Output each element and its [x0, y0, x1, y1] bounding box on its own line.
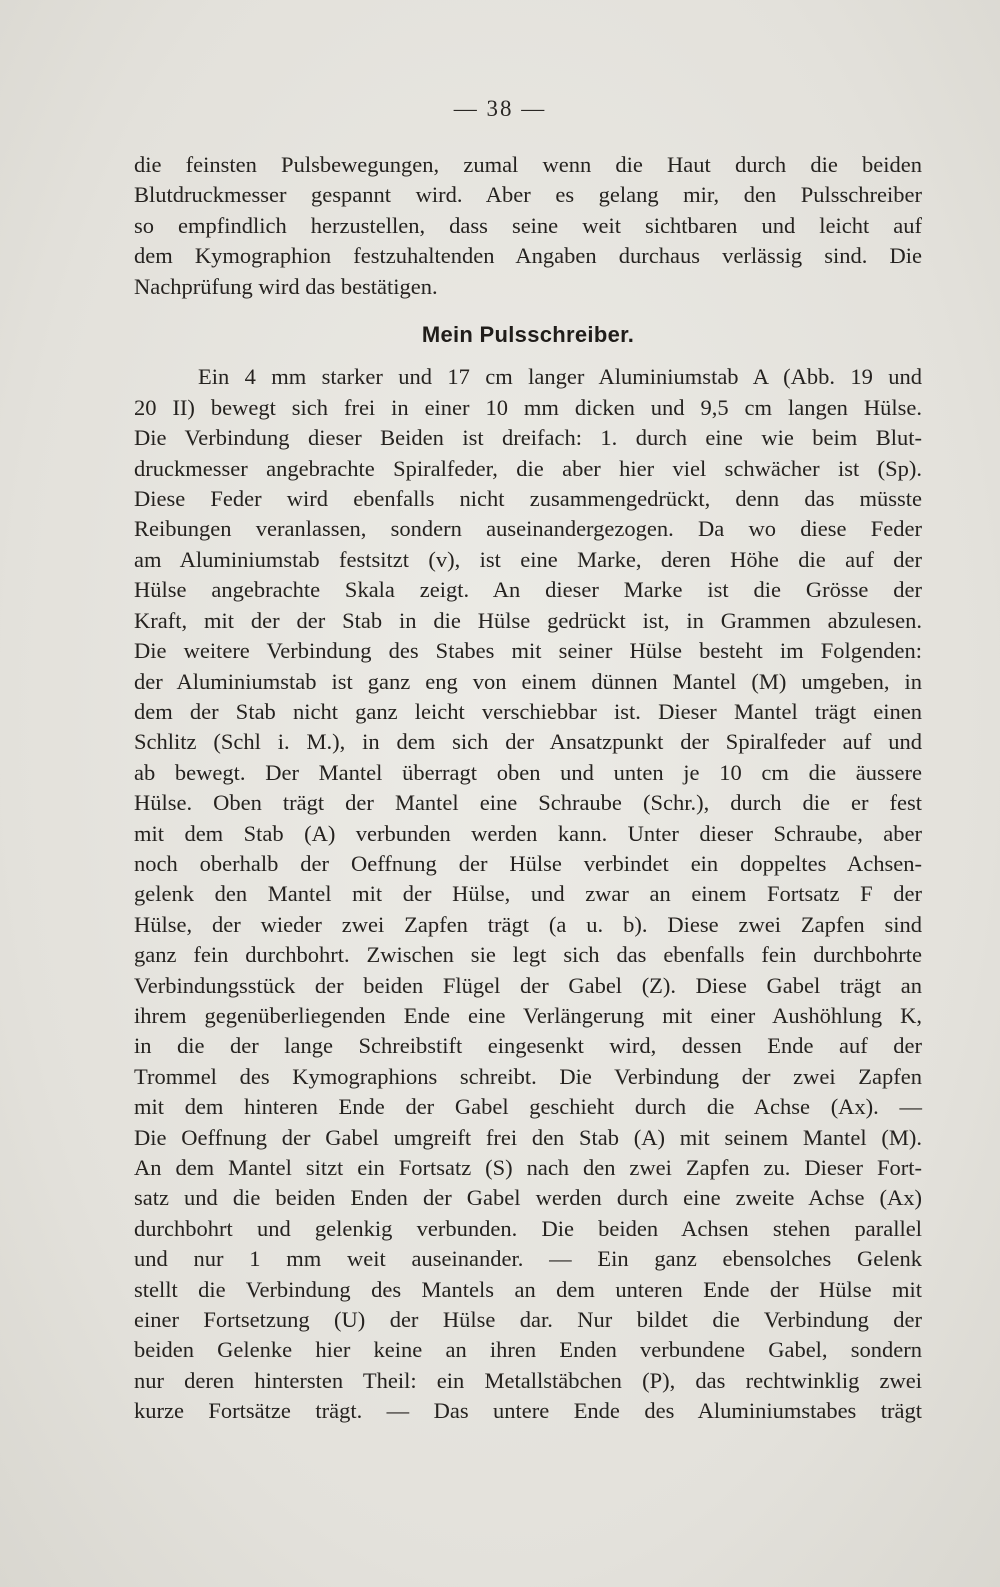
text-line: satz und die beiden Enden der Gabel werden durch eine zweite Achse (Ax) — [134, 1185, 922, 1211]
text-line: dem der Stab nicht ganz leicht verschiebbar ist. Dieser Mantel trägt einen — [134, 698, 922, 724]
text-line: Die weitere Verbindung des Stabes mit seiner Hülse besteht im Folgenden: — [134, 638, 922, 664]
text-line: Blutdruckmesser gespannt wird. Aber es gelang mir, den Pulsschreiber — [134, 182, 922, 208]
text-line: ganz fein durchbohrt. Zwischen sie legt sich das ebenfalls fein durchbohrte — [134, 942, 922, 968]
text-line: ihrem gegenüberliegenden Ende eine Verlängerung mit einer Aushöhlung K, — [134, 1002, 922, 1028]
text-line: druckmesser angebrachte Spiralfeder, die aber hier viel schwächer ist (Sp). — [134, 455, 922, 481]
text-line: Ein 4 mm starker und 17 cm langer Aluminiumstab A (Abb. 19 und — [198, 364, 922, 390]
text-line: mit dem hinteren Ende der Gabel geschieht durch die Achse (Ax). — — [134, 1094, 922, 1120]
intro-paragraph — [134, 150, 922, 302]
text-line: Diese Feder wird ebenfalls nicht zusammengedrückt, denn das müsste — [134, 486, 922, 512]
text-line: Trommel des Kymographions schreibt. Die Verbindung der zwei Zapfen — [134, 1063, 922, 1089]
text-line: gelenk den Mantel mit der Hülse, und zwar an einem Fortsatz F der — [134, 881, 922, 907]
text-line: so empfindlich herzustellen, dass seine weit sichtbaren und leicht auf — [134, 212, 922, 238]
text-line: Nachprüfung wird das bestätigen. — [134, 273, 438, 299]
text-line: die feinsten Pulsbewegungen, zumal wenn die Haut durch die beiden — [134, 152, 922, 177]
text-line: Die Verbindung dieser Beiden ist dreifach: 1. durch eine wie beim Blut- — [134, 425, 922, 451]
page-number: — 38 — — [453, 96, 547, 121]
text-line: Schlitz (Schl i. M.), in dem sich der Ansatzpunkt der Spiralfeder auf und — [134, 729, 922, 755]
text-line: kurze Fortsätze trägt. — Das untere Ende des Aluminiumstabes trägt — [134, 1398, 922, 1424]
text-line: Kraft, mit der der Stab in die Hülse gedrückt ist, in Grammen abzulesen. — [134, 607, 922, 633]
text-line: Reibungen veranlassen, sondern auseinandergezogen. Da wo diese Feder — [134, 516, 922, 542]
text-line: 20 II) bewegt sich frei in einer 10 mm dicken und 9,5 cm langen Hülse. — [134, 394, 922, 420]
text-line: dem Kymographion festzuhaltenden Angaben durchaus verlässig sind. Die — [134, 243, 922, 269]
text-line: Hülse angebrachte Skala zeigt. An dieser Marke ist die Grösse der — [134, 577, 922, 603]
text-line: in die der lange Schreibstift eingesenkt wird, dessen Ende auf der — [134, 1033, 922, 1059]
section-heading: Mein Pulsschreiber. — [421, 322, 635, 348]
text-line: mit dem Stab (A) verbunden werden kann. Unter dieser Schraube, aber — [134, 820, 922, 846]
text-line: Hülse. Oben trägt der Mantel eine Schraube (Schr.), durch die er fest — [134, 790, 922, 816]
text-line: und nur 1 mm weit auseinander. — Ein ganz ebensolches Gelenk — [134, 1246, 922, 1272]
section-paragraph — [134, 362, 922, 1426]
text-line: beiden Gelenke hier keine an ihren Enden verbundene Gabel, sondern — [134, 1337, 922, 1363]
text-line: am Aluminiumstab festsitzt (v), ist eine Marke, deren Höhe die auf der — [134, 546, 922, 572]
text-line: der Aluminiumstab ist ganz eng von einem dünnen Mantel (M) umgeben, in — [134, 668, 922, 694]
text-line: ab bewegt. Der Mantel überragt oben und unten je 10 cm die äussere — [134, 759, 922, 785]
text-line: stellt die Verbindung des Mantels an dem unteren Ende der Hülse mit — [134, 1276, 922, 1302]
text-line: einer Fortsetzung (U) der Hülse dar. Nur bildet die Verbindung der — [134, 1307, 922, 1333]
text-line: noch oberhalb der Oeffnung der Hülse verbindet ein doppeltes Achsen- — [134, 850, 922, 876]
page-content — [134, 150, 922, 1427]
text-line: nur deren hintersten Theil: ein Metallstäbchen (P), das rechtwinklig zwei — [134, 1367, 922, 1393]
text-line: Hülse, der wieder zwei Zapfen trägt (a u. b). Diese zwei Zapfen sind — [134, 911, 922, 937]
text-line: Die Oeffnung der Gabel umgreift frei den Stab (A) mit seinem Mantel (M). — [134, 1124, 922, 1150]
text-line: durchbohrt und gelenkig verbunden. Die beiden Achsen stehen parallel — [134, 1215, 922, 1241]
text-line: An dem Mantel sitzt ein Fortsatz (S) nach den zwei Zapfen zu. Dieser Fort- — [134, 1155, 922, 1180]
text-line: Verbindungsstück der beiden Flügel der Gabel (Z). Diese Gabel trägt an — [134, 972, 922, 998]
